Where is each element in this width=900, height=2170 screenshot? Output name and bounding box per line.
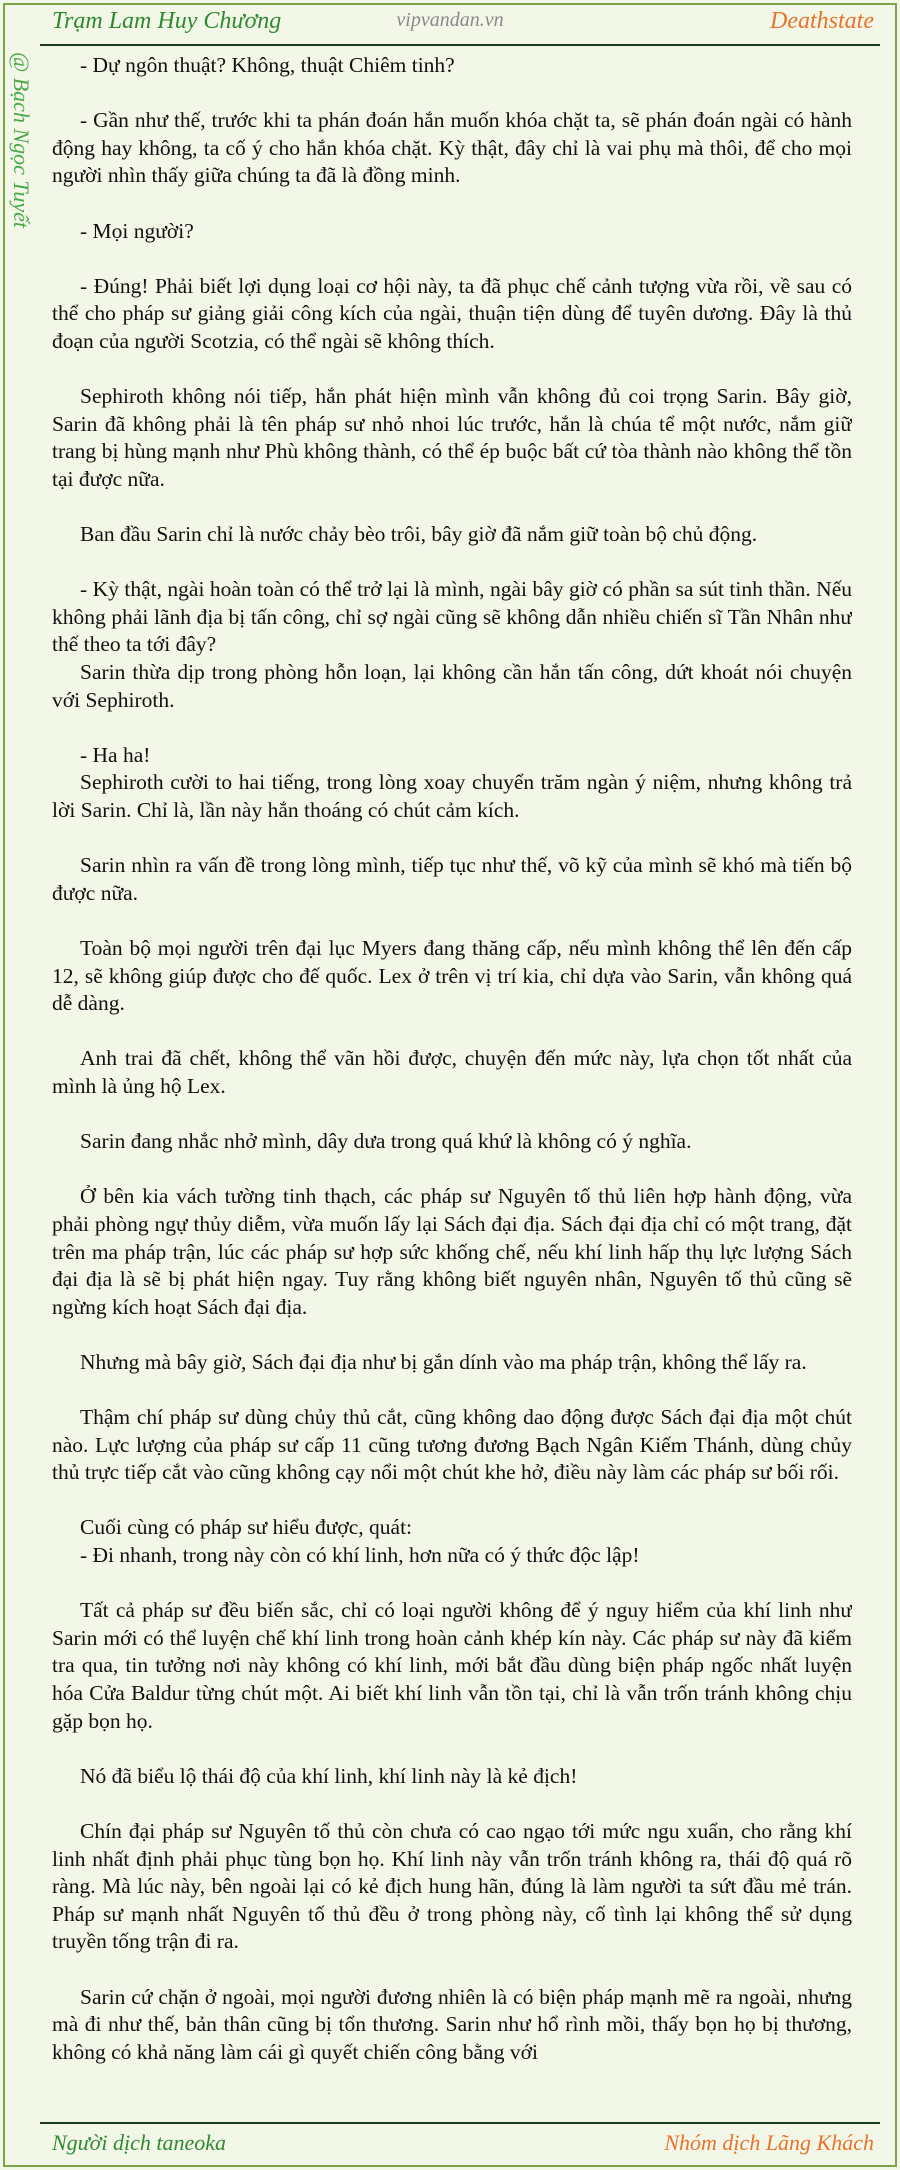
paragraph: - Gần như thế, trước khi ta phán đoán hắn muốn khóa chặt ta, sẽ phán đoán ngài có hành động hay không, ta cố ý cho hắn khóa chặt. Kỳ thật, đây chỉ là vai phụ mà thôi, để cho mọi người nhìn thấy giữa chúng ta đã là đồng minh. xyxy=(52,108,852,188)
paragraph-gap xyxy=(52,549,852,577)
paragraph: Sarin thừa dịp trong phòng hỗn loạn, lại không cần hắn tấn công, dứt khoát nói chuyện với Sephiroth. xyxy=(52,660,852,712)
paragraph-gap xyxy=(52,1790,852,1818)
paragraph-gap xyxy=(52,1735,852,1763)
paragraph-gap xyxy=(52,80,852,108)
paragraph: Ở bên kia vách tường tinh thạch, các pháp sư Nguyên tố thủ liên hợp hành động, vừa phải phòng ngự thủy diễm, vừa muốn lấy lại Sách đại địa. Sách đại địa chỉ có một trang, đặt trên ma pháp trận, lúc các pháp sư hợp sức khống chế, nếu khí linh hấp thụ lực lượng Sách đại địa là sẽ bị phát hiện ngay. Tuy rằng không biết nguyên nhân, Nguyên tố thủ cũng sẽ ngừng kích hoạt Sách đại địa. xyxy=(52,1184,852,1319)
paragraph-gap xyxy=(52,825,852,853)
paragraph-gap xyxy=(52,494,852,522)
paragraph: Sarin đang nhắc nhở mình, dây dưa trong quá khứ là không có ý nghĩa. xyxy=(80,1129,692,1154)
paragraph-gap xyxy=(52,1101,852,1129)
paragraph: Sephiroth cười to hai tiếng, trong lòng xoay chuyển trăm ngàn ý niệm, nhưng không trả lời Sarin. Chỉ là, lần này hắn thoáng có chút cảm kích. xyxy=(52,770,852,823)
paragraph-gap xyxy=(52,1377,852,1405)
paragraph-gap xyxy=(52,907,852,935)
paragraph: Ban đầu Sarin chỉ là nước chảy bèo trôi, bây giờ đã nắm giữ toàn bộ chủ động. xyxy=(80,522,758,547)
paragraph-gap xyxy=(52,1156,852,1184)
paragraph: Nó đã biểu lộ thái độ của khí linh, khí linh này là kẻ địch! xyxy=(80,1763,578,1788)
chapter-text xyxy=(52,52,852,2116)
header-book-title: Trạm Lam Huy Chương xyxy=(52,8,282,34)
paragraph: - Kỳ thật, ngài hoàn toàn có thể trở lại là mình, ngài bây giờ có phần sa sút tinh thần. Nếu không phải lãnh địa bị tấn công, chỉ sợ ngài cũng sẽ không dẫn nhiều chiến sĩ Tần Nhân như thế theo ta tới đây? xyxy=(52,577,852,657)
paragraph: Nhưng mà bây giờ, Sách đại địa như bị gắn dính vào ma pháp trận, không thể lấy ra. xyxy=(80,1349,807,1374)
paragraph: Cuối cùng có pháp sư hiểu được, quát: xyxy=(80,1515,413,1540)
paragraph: Sarin nhìn ra vấn đề trong lòng mình, tiếp tục như thế, võ kỹ của mình sẽ khó mà tiến bộ được nữa. xyxy=(52,853,852,905)
side-credit: @ Bạch Ngọc Tuyết xyxy=(9,52,34,229)
footer-translator: Người dịch taneoka xyxy=(52,2130,227,2155)
paragraph-gap xyxy=(52,245,852,273)
header-author: Deathstate xyxy=(770,8,874,34)
paragraph-gap xyxy=(52,1956,852,1984)
footer-divider xyxy=(40,2122,880,2124)
header-divider xyxy=(40,44,880,46)
paragraph: - Đi nhanh, trong này còn có khí linh, hơn nữa có ý thức độc lập! xyxy=(80,1543,640,1568)
paragraph-gap xyxy=(52,356,852,384)
paragraph: Chín đại pháp sư Nguyên tố thủ còn chưa có cao ngạo tới mức ngu xuẩn, cho rằng khí linh nhất định phải phục tùng bọn họ. Khí linh này vẫn trốn tránh không ra, thái độ quá rõ ràng. Mà lúc này, bên ngoài lại có kẻ địch hung hãn, đúng là làm người ta sứt đầu mẻ trán. Pháp sư mạnh nhất Nguyên tố thủ đều ở trong phòng này, cố tình lại không thể sử dụng truyền tống trận đi ra. xyxy=(52,1819,852,1954)
header-site-name[interactable]: vipvandan.vn xyxy=(396,9,504,31)
paragraph: Anh trai đã chết, không thể vãn hồi được, chuyện đến mức này, lựa chọn tốt nhất của mình là ủng hộ Lex. xyxy=(52,1046,852,1098)
paragraph: - Đúng! Phải biết lợi dụng loại cơ hội này, ta đã phục chế cảnh tượng vừa rồi, về sau có thể cho pháp sư giảng giải công kích của ngài, thuận tiện dùng để tuyên dương. Đây là thủ đoạn của người Scotzia, có thể ngài sẽ không thích. xyxy=(52,273,852,353)
footer-group: Nhóm dịch Lãng Khách xyxy=(664,2130,874,2155)
paragraph: Sephiroth không nói tiếp, hắn phát hiện mình vẫn không đủ coi trọng Sarin. Bây giờ, Sarin đã không phải là tên pháp sư nhỏ nhoi lúc trước, hắn là chúa tể một nước, nắm giữ trang bị hùng mạnh như Phù không thành, có thể ép buộc bất cứ tòa thành nào không thể tồn tại được nữa. xyxy=(52,384,852,491)
paragraph: - Mọi người? xyxy=(80,218,194,243)
paragraph: - Ha ha! xyxy=(80,742,151,767)
paragraph-gap xyxy=(52,1018,852,1046)
paragraph: Sarin cứ chặn ở ngoài, mọi người đương nhiên là có biện pháp mạnh mẽ ra ngoài, nhưng mà đi như thế, bản thân cũng bị tổn thương. Sarin như hổ rình mồi, thấy bọn họ bị thương, không có khả năng làm cái gì quyết chiến công bằng với xyxy=(52,1984,852,2064)
paragraph-gap xyxy=(52,714,852,742)
paragraph: Tất cả pháp sư đều biến sắc, chỉ có loại người không để ý nguy hiểm của khí linh như Sarin mới có thể luyện chế khí linh trong hoàn cảnh khép kín này. Các pháp sư này đã kiểm tra qua, tin tưởng nơi này không có khí linh, mới bắt đầu dùng biện pháp ngốc nhất luyện hóa Cửa Baldur từng chút một. Ai biết khí linh vẫn tồn tại, chỉ là vẫn trốn tránh không chịu gặp bọn họ. xyxy=(52,1598,852,1733)
paragraph-gap xyxy=(52,1570,852,1598)
paragraph-gap xyxy=(52,190,852,218)
paragraph: Toàn bộ mọi người trên đại lục Myers đang thăng cấp, nếu mình không thể lên đến cấp 12, sẽ không giúp được cho đế quốc. Lex ở trên vị trí kia, chỉ dựa vào Sarin, vẫn không quá dễ dàng. xyxy=(52,936,852,1016)
page-header xyxy=(0,0,900,46)
paragraph: Thậm chí pháp sư dùng chủy thủ cắt, cũng không dao động được Sách đại địa một chút nào. Lực lượng của pháp sư cấp 11 cũng tương đương Bạch Ngân Kiếm Thánh, dùng chủy thủ trực tiếp cắt vào cũng không cạy nổi một chút khe hở, điều này làm các pháp sư bối rối. xyxy=(52,1405,852,1485)
paragraph-gap xyxy=(52,1321,852,1349)
paragraph-gap xyxy=(52,1487,852,1515)
paragraph: - Dự ngôn thuật? Không, thuật Chiêm tinh? xyxy=(80,53,455,77)
